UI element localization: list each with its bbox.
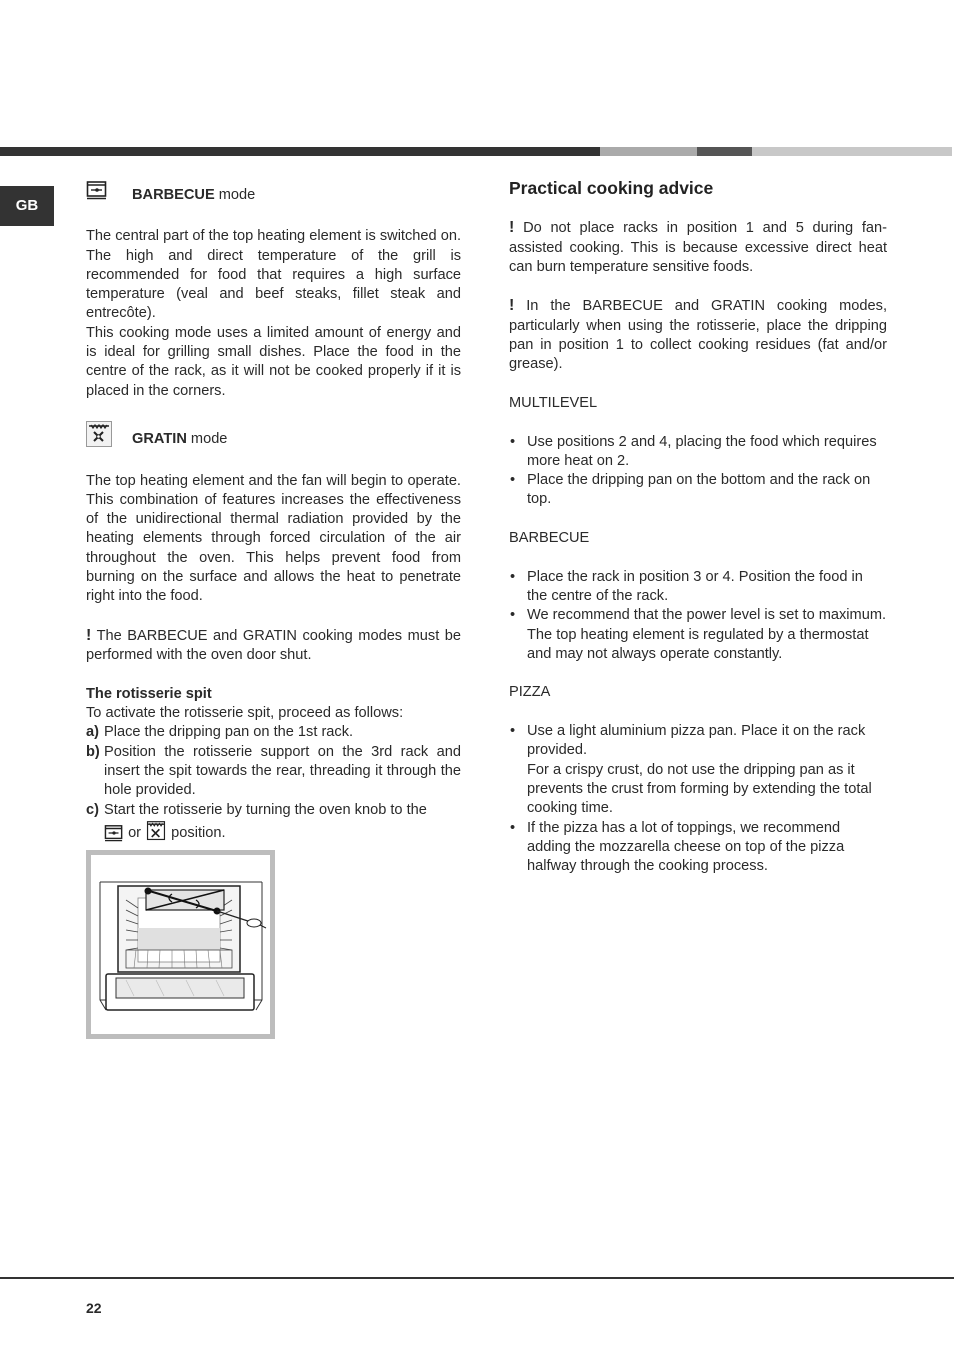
step-text: Place the dripping pan on the 1st rack. — [104, 724, 354, 741]
step-text: Position the rotisserie support on the 3rd rack and insert the spit towards the rear, threading it through the hole provided. — [104, 743, 461, 799]
list-item: • We recommend that the power level is set to maximum. The top heating element is regulated by a thermostat and may not always operate constantly. — [510, 607, 887, 662]
page-number: 22 — [86, 1300, 102, 1316]
multilevel-list — [509, 433, 887, 510]
gratin-mode-label — [132, 430, 227, 449]
list-item: • If the pizza has a lot of toppings, we recommend adding the mozzarella cheese on top of the pizza halfway through the cooking process. — [510, 819, 845, 875]
header-bar — [0, 147, 954, 156]
warning-door-shut-text: The BARBECUE and GRATIN cooking modes must be performed with the oven door shut. — [86, 627, 461, 664]
gratin-title: GRATIN — [132, 431, 187, 448]
right-column — [509, 177, 887, 876]
rotisserie-step — [86, 801, 461, 846]
rotisserie-step — [86, 723, 461, 742]
barbecue-paragraph-2: This cooking mode uses a limited amount of energy and is ideal for grilling small dishes. Place the food in the centre of the rack, as it will not be cooked properly if it is placed in the corners. — [86, 324, 461, 399]
gratin-suffix: mode — [190, 431, 228, 448]
multilevel-title: MULTILEVEL — [509, 394, 598, 411]
rotisserie-step — [86, 743, 461, 801]
left-column — [86, 186, 461, 846]
warning-door-shut — [86, 626, 461, 666]
warning-racks — [509, 218, 887, 277]
gratin-mode-heading — [86, 430, 461, 452]
rotisserie-title: The rotisserie spit — [86, 685, 212, 702]
list-item: • Place the rack in position 3 or 4. Position the food in the centre of the rack. — [510, 568, 863, 604]
list-item: • Use a light aluminium pizza pan. Place it on the rack provided. For a crispy crust, do not use the dripping pan as it prevents the crust from forming by extending the total cooking time. — [510, 723, 872, 817]
barbecue-title: BARBECUE — [132, 187, 215, 203]
step-key: a) — [86, 724, 99, 741]
footer-rule — [0, 1277, 954, 1279]
gratin-icon — [145, 820, 167, 842]
step-c-or: or — [128, 824, 142, 841]
barbecue-section-title: BARBECUE — [509, 530, 590, 547]
warning-dripping-pan — [509, 296, 887, 374]
warning-icon: ! — [509, 297, 515, 315]
list-item: • Place the dripping pan on the bottom and the rack on top. — [510, 472, 871, 508]
barbecue-list — [509, 568, 887, 664]
barbecue-icon — [86, 180, 108, 200]
rotisserie-intro: To activate the rotisserie spit, proceed as follows: — [86, 705, 404, 722]
barbecue-mode-label — [132, 186, 255, 205]
gratin-icon — [86, 421, 112, 447]
step-c-end: position. — [171, 824, 226, 841]
header-bar-segment-pale — [752, 147, 952, 156]
warning-icon: ! — [86, 626, 92, 644]
barbecue-paragraph-1: The central part of the top heating element is switched on. The high and direct temperature of the grill is recommended for food that requires a high surface temperature (veal and beef steaks, fillet steak and entrecôte). — [86, 228, 461, 322]
warning-dripping-pan-text: In the BARBECUE and GRATIN cooking modes, particularly when using the rotisserie, place the dripping pan in position 1 to collect cooking residues (fat and/or grease). — [509, 298, 887, 373]
warning-icon: ! — [509, 219, 515, 237]
pizza-title: PIZZA — [509, 684, 551, 701]
oven-rotisserie-illustration — [86, 850, 275, 1039]
step-text: Start the rotisserie by turning the oven knob to the — [104, 801, 427, 818]
gratin-paragraph: The top heating element and the fan will begin to operate. This combination of features increases the effectiveness of the unidirectional thermal radiation provided by the heating elements through forced circulation of the air throughout the oven. This helps prevent food from burning on the surface and allows the heat to penetrate right into the food. — [86, 472, 461, 605]
step-key: c) — [86, 801, 99, 818]
oven-drawing — [86, 850, 275, 1039]
practical-advice-heading: Practical cooking advice — [509, 178, 714, 198]
pizza-list — [509, 722, 887, 876]
header-bar-segment-light — [600, 147, 697, 156]
rotisserie-steps — [86, 723, 461, 845]
header-bar-segment-dark — [0, 147, 600, 156]
barbecue-icon — [104, 824, 124, 842]
warning-racks-text: Do not place racks in position 1 and 5 during fan-assisted cooking. This is because excessive direct heat can burn temperature sensitive foods. — [509, 220, 887, 275]
step-key: b) — [86, 743, 100, 760]
pizza-item-continuation: For a crispy crust, do not use the dripping pan as it prevents the crust from forming by extending the total cooking time. — [527, 761, 872, 817]
barbecue-mode-heading — [86, 186, 461, 208]
header-bar-segment-mid — [697, 147, 752, 156]
list-item: • Use positions 2 and 4, placing the food which requires more heat on 2. — [510, 433, 877, 469]
barbecue-suffix: mode — [218, 187, 256, 203]
language-tab: GB — [0, 186, 54, 226]
